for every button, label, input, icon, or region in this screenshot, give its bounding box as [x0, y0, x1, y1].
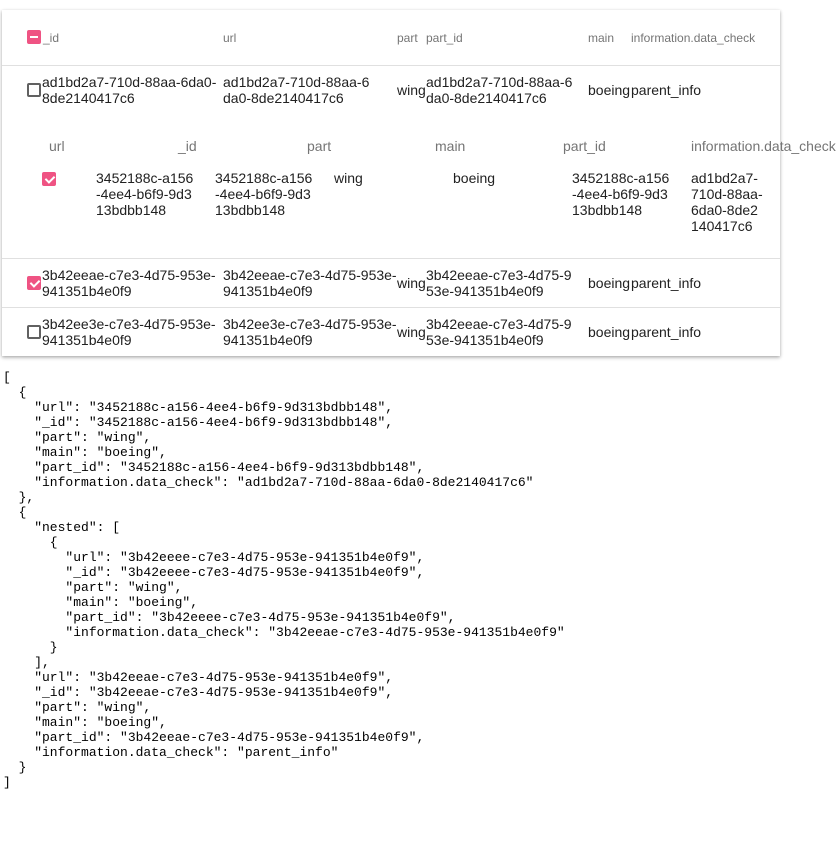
header-information[interactable]: information.data_check: [631, 31, 756, 45]
cell-id: 3b42ee3e-c7e3-4d75-953e-941351b4e0f9: [42, 316, 216, 348]
cell-url: 3b42eeae-c7e3-4d75-953e-941351b4e0f9: [223, 267, 397, 299]
select-all-checkbox[interactable]: [27, 30, 41, 44]
cell-information: parent_info: [631, 275, 702, 291]
nested-header-part[interactable]: part: [307, 138, 332, 154]
nested-cell-main: boeing: [453, 170, 496, 186]
nested-header-main[interactable]: main: [435, 138, 466, 154]
cell-part-id: 3b42eeae-c7e3-4d75-953e-941351b4e0f9: [426, 267, 572, 299]
nested-cell-information: ad1bd2a7-710d-88aa-6da0-8de2140417c6: [691, 170, 763, 234]
cell-information: parent_info: [631, 324, 702, 340]
cell-part: wing: [397, 82, 426, 98]
cell-url: 3b42ee3e-c7e3-4d75-953e-941351b4e0f9: [223, 316, 397, 348]
json-output: [ { "url": "3452188c-a156-4ee4-b6f9-9d313bdbb148", "_id": "3452188c-a156-4ee4-b6f9-9d313bdbb148", "part": "wing", "main": "boeing", "part_id": "3452188c-a156-4ee4-b6f9-9d313bdbb148", "information.data_check": "ad1bd2a7-710d-88aa-6da0-8de2140417c6" }, { "nested": [ { "url": "3b42eeee-c7e3-4d75-953e-941351b4e0f9", "_id": "3b42eeee-c7e3-4d75-953e-941351b4e0f9", "part": "wing", "main": "boeing", "part_id": "3b42eeee-c7e3-4d75-953e-941351b4e0f9", "information.data_check": "3b42eeae-c7e3-4d75-953e-941351b4e0f9" } ], "url": "3b42eeae-c7e3-4d75-953e-941351b4e0f9", "_id": "3b42eeae-c7e3-4d75-953e-941351b4e0f9", "part": "wing", "main": "boeing", "part_id": "3b42eeae-c7e3-4d75-953e-941351b4e0f9", "information.data_check": "parent_info" } ]: [3, 370, 565, 790]
cell-id: 3b42eeae-c7e3-4d75-953e-941351b4e0f9: [42, 267, 216, 299]
cell-id: ad1bd2a7-710d-88aa-6da0-8de2140417c6: [42, 74, 217, 106]
header-divider: [2, 65, 780, 66]
cell-part-id: ad1bd2a7-710d-88aa-6da0-8de2140417c6: [426, 74, 573, 106]
row-checkbox[interactable]: [27, 325, 41, 339]
header-id[interactable]: _id: [43, 31, 60, 45]
cell-main: boeing: [588, 82, 631, 98]
cell-part-id: 3b42eeae-c7e3-4d75-953e-941351b4e0f9: [426, 316, 572, 348]
nested-header-url[interactable]: url: [49, 138, 65, 154]
header-url[interactable]: url: [223, 31, 237, 45]
header-part[interactable]: part: [397, 31, 418, 45]
nested-cell-id: 3452188c-a156-4ee4-b6f9-9d313bdbb148: [215, 170, 313, 218]
cell-main: boeing: [588, 324, 631, 340]
row-checkbox[interactable]: [27, 83, 41, 97]
nested-cell-part-id: 3452188c-a156-4ee4-b6f9-9d313bdbb148: [572, 170, 670, 218]
nested-cell-url: 3452188c-a156-4ee4-b6f9-9d313bdbb148: [96, 170, 194, 218]
nested-cell-part: wing: [334, 170, 363, 186]
row-divider: [2, 307, 780, 308]
nested-divider: [2, 258, 780, 259]
header-main[interactable]: main: [588, 31, 615, 45]
cell-part: wing: [397, 275, 426, 291]
nested-header-information[interactable]: information.data_check: [691, 138, 836, 154]
data-table: [2, 10, 836, 356]
cell-main: boeing: [588, 275, 631, 291]
header-part-id[interactable]: part_id: [426, 31, 463, 45]
nested-row-checkbox[interactable]: [42, 172, 56, 186]
row-checkbox[interactable]: [27, 276, 41, 290]
cell-url: ad1bd2a7-710d-88aa-6da0-8de2140417c6: [223, 74, 370, 106]
cell-information: parent_info: [631, 82, 702, 98]
nested-header-id[interactable]: _id: [178, 138, 197, 154]
nested-header-part-id[interactable]: part_id: [563, 138, 606, 154]
cell-part: wing: [397, 324, 426, 340]
